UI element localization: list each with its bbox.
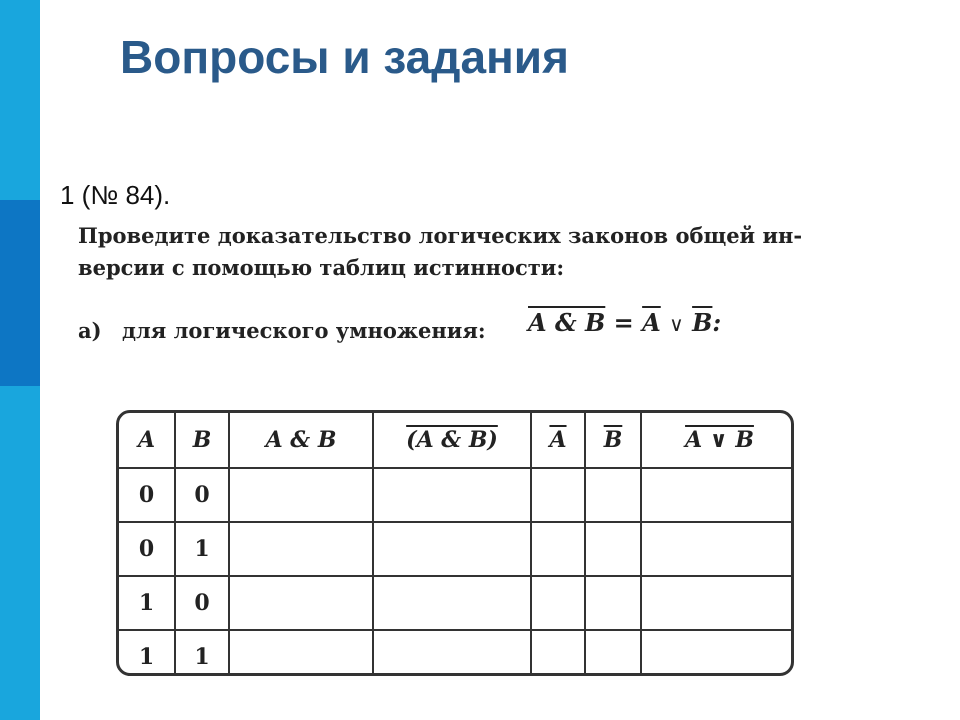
formula xyxy=(528,308,721,337)
table-cell xyxy=(531,522,585,576)
table-cell xyxy=(531,468,585,522)
table-cell xyxy=(641,468,794,522)
table-row xyxy=(119,468,794,522)
table-cell xyxy=(585,630,641,676)
table-row xyxy=(119,630,794,676)
table-cell xyxy=(373,630,531,676)
table-cell xyxy=(229,522,373,576)
table-cell xyxy=(229,468,373,522)
header-a-and-b: A & B xyxy=(229,413,373,468)
task-text-line-1: Проведите доказательство логических законов общей ин- xyxy=(78,223,803,248)
task-number: 1 (№ 84). xyxy=(60,180,171,210)
task-text xyxy=(78,220,898,284)
item-a xyxy=(78,318,486,343)
table-cell xyxy=(585,468,641,522)
header-a: A xyxy=(119,413,175,468)
table-row xyxy=(119,522,794,576)
table-cell: 0 xyxy=(175,468,229,522)
table-cell: 1 xyxy=(175,630,229,676)
table-cell: 0 xyxy=(119,468,175,522)
formula-equals: = xyxy=(613,308,634,337)
left-accent-band xyxy=(0,200,40,386)
table-cell: 1 xyxy=(119,576,175,630)
table-cell: 1 xyxy=(175,522,229,576)
table-cell xyxy=(229,576,373,630)
table-cell: 0 xyxy=(175,576,229,630)
item-a-marker: а) xyxy=(78,318,102,343)
table-cell xyxy=(531,576,585,630)
table-cell xyxy=(641,522,794,576)
table-cell xyxy=(229,630,373,676)
table-row xyxy=(119,576,794,630)
table-cell xyxy=(641,576,794,630)
formula-not-b: $\overline{B}$ xyxy=(692,308,713,337)
table-cell: 0 xyxy=(119,522,175,576)
formula-end: : xyxy=(712,308,722,337)
table-cell: 1 xyxy=(119,630,175,676)
table-cell xyxy=(585,576,641,630)
task-text-line-2: версии с помощью таблиц истинности: xyxy=(78,255,565,280)
table-cell xyxy=(641,630,794,676)
header-not-a: $\overline{A}$ xyxy=(531,413,585,468)
item-a-text: для логического умножения: xyxy=(122,318,486,343)
table-cell xyxy=(373,468,531,522)
formula-not-a: $\overline{A}$ xyxy=(642,308,661,337)
formula-or: ∨ xyxy=(669,312,684,336)
truth-table xyxy=(116,410,794,676)
header-not-a-or-not-b xyxy=(641,413,794,468)
header-not-a-or-not-b-text: A ∨ B xyxy=(685,427,754,453)
table-header-row xyxy=(119,413,794,468)
header-not-a-and-b: (A & B) xyxy=(373,413,531,468)
formula-left-negated-and: A & B xyxy=(528,308,606,337)
table-cell xyxy=(585,522,641,576)
table-cell xyxy=(373,576,531,630)
table-cell xyxy=(531,630,585,676)
table-cell xyxy=(373,522,531,576)
page-title: Вопросы и задания xyxy=(120,31,569,83)
left-accent-bar xyxy=(0,0,40,720)
header-not-b: $\overline{B}$ xyxy=(585,413,641,468)
header-b: B xyxy=(175,413,229,468)
